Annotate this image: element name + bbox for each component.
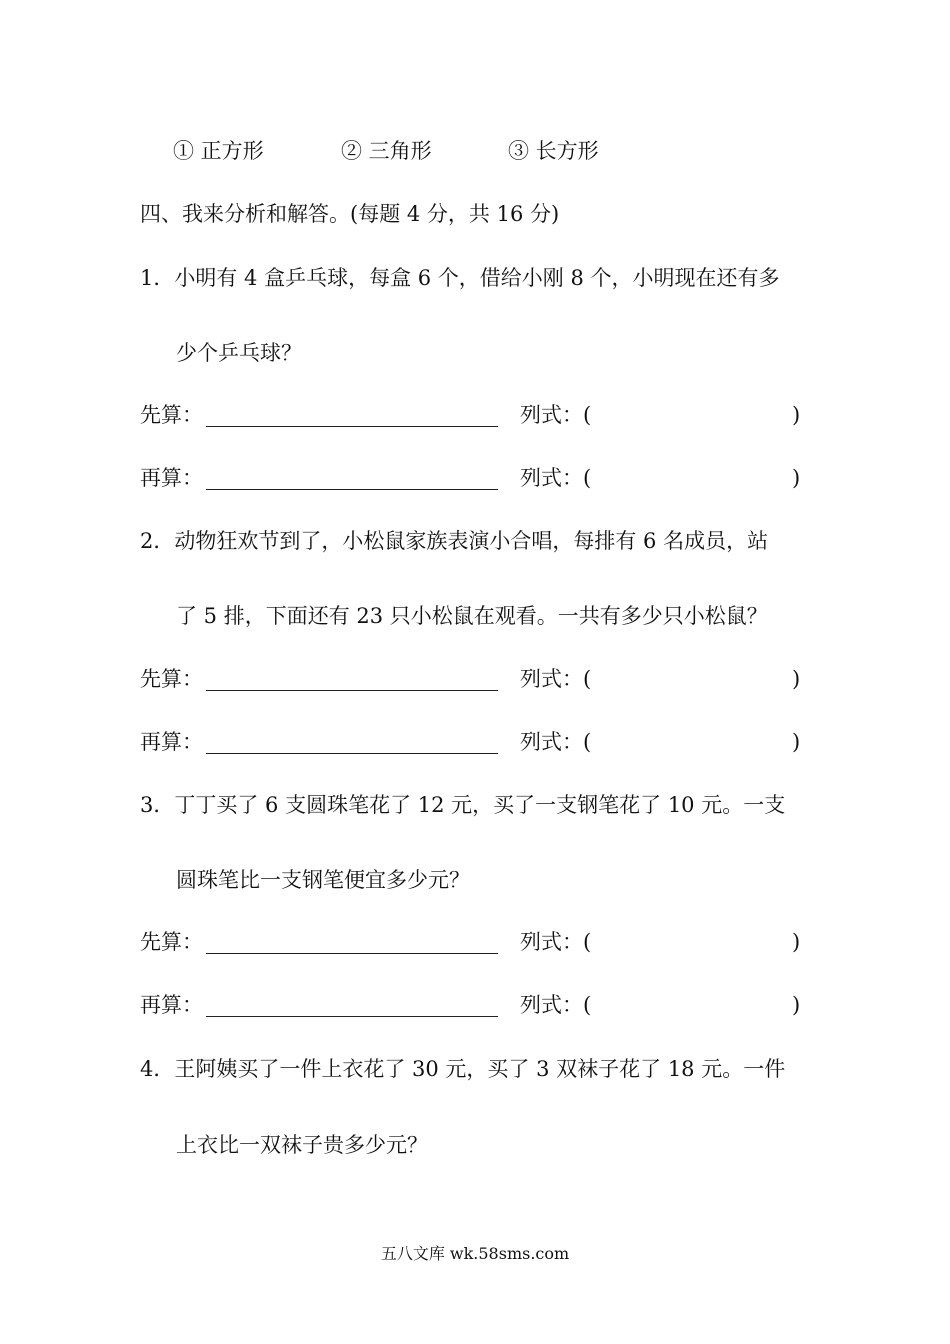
formula-label: 列式：( bbox=[520, 730, 592, 754]
formula-close: ) bbox=[792, 667, 801, 691]
option-square: ① 正方形 bbox=[173, 139, 264, 163]
first-step-label: 先算： bbox=[140, 403, 203, 427]
problem-3-first-step bbox=[140, 927, 810, 957]
formula-label: 列式：( bbox=[520, 466, 592, 490]
problem-3-line-2: 圆珠笔比一支钢笔便宜多少元？ bbox=[176, 868, 470, 892]
problem-1-then-step bbox=[140, 463, 810, 493]
formula-close: ) bbox=[792, 930, 801, 954]
formula-close: ) bbox=[792, 403, 801, 427]
then-step-label: 再算： bbox=[140, 993, 203, 1017]
formula-close: ) bbox=[792, 730, 801, 754]
formula-label: 列式：( bbox=[520, 403, 592, 427]
problem-2-line-2: 了 5 排，下面还有 23 只小松鼠在观看。一共有多少只小松鼠？ bbox=[176, 604, 768, 628]
formula-close: ) bbox=[792, 466, 801, 490]
problem-3-then-step bbox=[140, 990, 810, 1020]
problem-3-line-1: 3．丁丁买了 6 支圆珠笔花了 12 元，买了一支钢笔花了 10 元。一支 bbox=[140, 793, 786, 817]
then-step-label: 再算： bbox=[140, 466, 203, 490]
formula-label: 列式：( bbox=[520, 930, 592, 954]
problem-2-first-step bbox=[140, 664, 810, 694]
first-step-label: 先算： bbox=[140, 930, 203, 954]
answer-blank bbox=[206, 1016, 498, 1017]
problem-1-first-step bbox=[140, 400, 810, 430]
page-footer: 五八文库 wk.58sms.com bbox=[380, 1244, 570, 1263]
then-step-label: 再算： bbox=[140, 730, 203, 754]
problem-2-then-step bbox=[140, 727, 810, 757]
option-rectangle: ③ 长方形 bbox=[508, 139, 599, 163]
answer-blank bbox=[206, 690, 498, 691]
answer-blank bbox=[206, 753, 498, 754]
option-triangle: ② 三角形 bbox=[341, 139, 432, 163]
problem-2-line-1: 2．动物狂欢节到了，小松鼠家族表演小合唱，每排有 6 名成员，站 bbox=[140, 529, 769, 553]
formula-close: ) bbox=[792, 993, 801, 1017]
formula-label: 列式：( bbox=[520, 667, 592, 691]
section-title: 四、我来分析和解答。(每题 4 分，共 16 分) bbox=[140, 202, 560, 226]
problem-4-line-1: 4．王阿姨买了一件上衣花了 30 元，买了 3 双袜子花了 18 元。一件 bbox=[140, 1057, 786, 1081]
problem-1-line-1: 1．小明有 4 盒乒乓球，每盒 6 个，借给小刚 8 个，小明现在还有多 bbox=[140, 266, 780, 290]
formula-label: 列式：( bbox=[520, 993, 592, 1017]
problem-4-line-2: 上衣比一双袜子贵多少元？ bbox=[176, 1133, 428, 1157]
first-step-label: 先算： bbox=[140, 667, 203, 691]
answer-blank bbox=[206, 953, 498, 954]
answer-blank bbox=[206, 489, 498, 490]
problem-1-line-2: 少个乒乓球？ bbox=[176, 341, 302, 365]
answer-blank bbox=[206, 426, 498, 427]
